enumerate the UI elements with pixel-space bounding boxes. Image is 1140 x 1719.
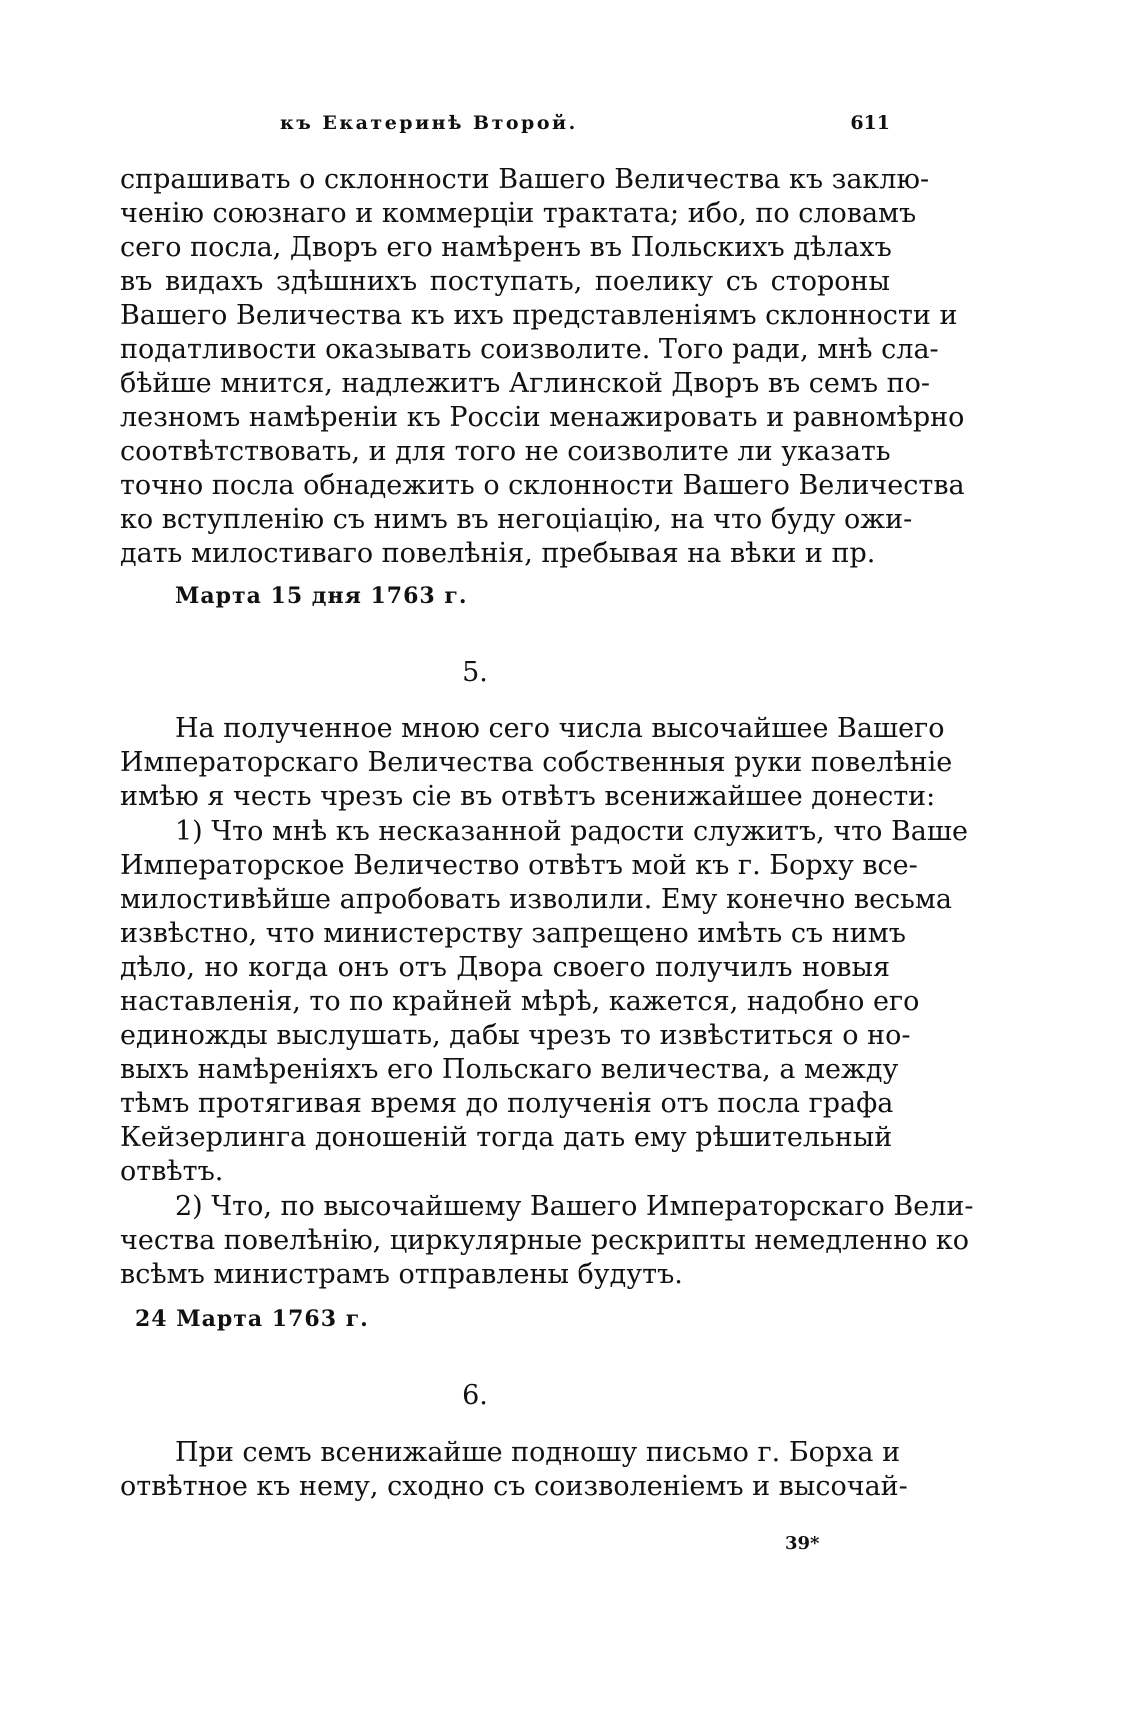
- text-line: выхъ намѣреніяхъ его Польскаго величества, а между: [120, 1054, 899, 1085]
- text-line: единожды выслушать, дабы чрезъ то извѣститься о но-: [120, 1020, 911, 1051]
- text-line: 1) Что мнѣ къ несказанной радости служитъ, что Ваше: [175, 816, 968, 847]
- text-line: спрашивать о склонности Вашего Величества къ заклю-: [120, 164, 930, 195]
- text-line: бѣйше мнится, надлежитъ Аглинской Дворъ въ семъ по-: [120, 368, 931, 399]
- text-line: Кейзерлинга доношеній тогда дать ему рѣшительный: [120, 1122, 893, 1153]
- text-line: чества повелѣнію, циркулярные рескрипты немедленно ко: [120, 1225, 970, 1256]
- text-line: наставленія, то по крайней мѣрѣ, кажется, надобно его: [120, 986, 920, 1017]
- text-line: всѣмъ министрамъ отправлены будутъ.: [120, 1259, 683, 1290]
- letter-date: Марта 15 дня 1763 г.: [175, 583, 468, 609]
- text-line: ко вступленію съ нимъ въ негоціацію, на что буду ожи-: [120, 504, 913, 535]
- text-line: ченію союзнаго и коммерціи трактата; ибо, по словамъ: [120, 198, 917, 229]
- text-line: извѣстно, что министерству запрещено имѣть съ нимъ: [120, 918, 906, 949]
- letter-date: 24 Марта 1763 г.: [135, 1306, 369, 1332]
- text-line: Императорское Величество отвѣтъ мой къ г. Борху все-: [120, 850, 918, 881]
- text-line: Вашего Величества къ ихъ представленіямъ склонности и: [120, 300, 958, 331]
- text-line: сего посла, Дворъ его намѣренъ въ Польскихъ дѣлахъ: [120, 232, 892, 263]
- text-line: отвѣтное къ нему, сходно съ соизволеніемъ и высочай-: [120, 1471, 908, 1502]
- text-line: Императорскаго Величества собственныя руки повелѣніе: [120, 747, 953, 778]
- text-line: тѣмъ протягивая время до полученія отъ посла графа: [120, 1088, 894, 1119]
- text-line: соотвѣтствовать, и для того не соизволите ли указать: [120, 436, 891, 467]
- text-line: На полученное мною сего числа высочайшее Вашего: [175, 713, 945, 744]
- page-header: [120, 112, 890, 142]
- signature-mark: 39*: [785, 1533, 820, 1554]
- text-line: При семъ всенижайше подношу письмо г. Борха и: [175, 1437, 901, 1468]
- text-line: отвѣтъ.: [120, 1156, 224, 1187]
- text-line: 2) Что, по высочайшему Вашего Императорскаго Вели-: [175, 1191, 974, 1222]
- text-line: милостивѣйше апробовать изволили. Ему конечно весьма: [120, 884, 952, 915]
- text-line: дѣло, но когда онъ отъ Двора своего получилъ новыя: [120, 952, 890, 983]
- text-line: имѣю я честь чрезъ сіе въ отвѣтъ всенижайшее донести:: [120, 781, 936, 812]
- text-line: дать милостиваго повелѣнія, пребывая на вѣки и пр.: [120, 538, 876, 569]
- text-line: лезномъ намѣреніи къ Россіи менажировать и равномѣрно: [120, 402, 965, 433]
- section-number: 6.: [462, 1380, 488, 1411]
- section-number: 5.: [462, 657, 488, 688]
- page-number: 611: [850, 112, 890, 134]
- running-title: къ Екатеринѣ Второй.: [280, 112, 578, 134]
- text-line: въ видахъ здѣшнихъ поступать, поелику съ стороны: [120, 266, 890, 297]
- text-line: точно посла обнадежить о склонности Вашего Величества: [120, 470, 965, 501]
- text-line: податливости оказывать соизволите. Того ради, мнѣ сла-: [120, 334, 939, 365]
